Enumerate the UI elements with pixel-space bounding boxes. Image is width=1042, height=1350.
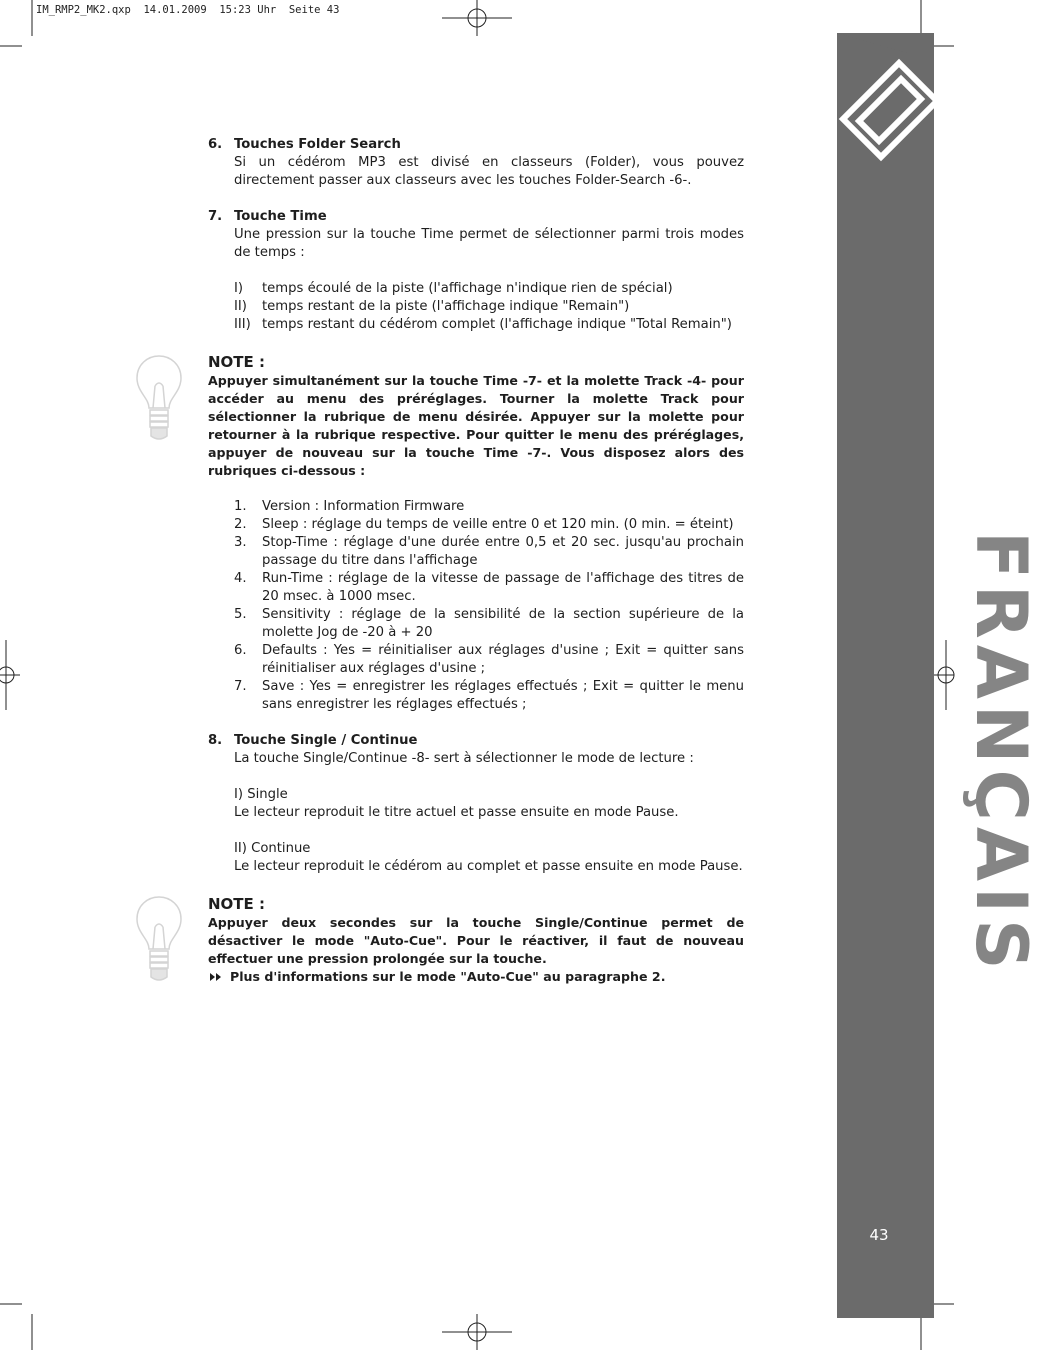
note-title: NOTE : [208, 353, 266, 371]
list-marker: 4. [234, 571, 247, 586]
section-heading [208, 136, 744, 154]
section-number: 8. [208, 733, 223, 748]
list-text: Defaults : Yes = réinitialiser aux réglages d'usine ; Exit = quitter sans réinitialiser aux réglages d'usine ; [262, 643, 744, 676]
page-content [208, 136, 744, 986]
list-marker: 7. [234, 679, 247, 694]
mode-text: Le lecteur reproduit le cédérom au complet et passe ensuite en mode Pause. [234, 859, 743, 874]
list-marker: 5. [234, 607, 247, 622]
list-item [234, 606, 744, 642]
list-text: Stop-Time : réglage d'une durée entre 0,5 et 20 sec. jusqu'au prochain passage du titre dans l'affichage [262, 535, 744, 568]
section-heading [208, 208, 744, 226]
section-title: Touches Folder Search [234, 137, 401, 152]
list-item [234, 642, 744, 678]
print-slug: IM_RMP2_MK2.qxp 14.01.2009 15:23 Uhr Seite 43 [36, 4, 340, 16]
list-text: Sensitivity : réglage de la sensibilité de la section supérieure de la molette Jog de -20 à + 20 [262, 607, 744, 640]
section-title: Touche Time [234, 209, 327, 224]
list-item [234, 678, 744, 714]
section-body: Une pression sur la touche Time permet de sélectionner parmi trois modes de temps : [234, 227, 744, 260]
mode-label: II) Continue [234, 841, 311, 856]
list-marker: I) [234, 281, 244, 296]
list-text: temps restant de la piste (l'affichage indique "Remain") [262, 299, 630, 314]
section-title: Touche Single / Continue [234, 733, 418, 748]
section-body: La touche Single/Continue -8- sert à sélectionner le mode de lecture : [234, 751, 694, 766]
list-text: Sleep : réglage du temps de veille entre 0 et 120 min. (0 min. = éteint) [262, 517, 734, 532]
list-marker: III) [234, 317, 251, 332]
list-item [234, 516, 744, 534]
preset-menu-list [208, 498, 744, 714]
note-body: Appuyer simultanément sur la touche Time -7- et la molette Track -4- pour accéder au menu des préréglages. Tourner la molette Track pour sélectionner la rubrique de menu désirée. Appuyer sur la molette pour retourner à la rubrique respective. Pour quitter le menu des préréglages, appuyer de nouveau sur la touche Time -7-. Vous disposez alors des rubriques ci-dessous : [208, 373, 744, 478]
section-body: Si un cédérom MP3 est divisé en classeurs (Folder), vous pouvez directement passer aux classeurs avec les touches Folder-Search -6-. [234, 155, 744, 188]
section-heading [208, 732, 744, 750]
list-item [234, 570, 744, 606]
mode-label: I) Single [234, 787, 288, 802]
mode-text: Le lecteur reproduit le titre actuel et passe ensuite en mode Pause. [234, 805, 679, 820]
section-number: 7. [208, 209, 223, 224]
list-marker: 2. [234, 517, 247, 532]
list-text: Run-Time : réglage de la vitesse de passage de l'affichage des titres de 20 msec. à 1000 msec. [262, 571, 744, 604]
list-marker: 1. [234, 499, 247, 514]
list-item [234, 280, 744, 298]
brand-logo-icon [837, 33, 934, 163]
list-marker: II) [234, 299, 247, 314]
list-text: temps restant du cédérom complet (l'affichage indique "Total Remain") [262, 317, 732, 332]
language-sidebar [837, 33, 934, 1318]
language-label: FRANÇAIS [960, 531, 1042, 976]
list-item [234, 316, 744, 334]
time-mode-list [208, 280, 744, 334]
list-text: Save : Yes = enregistrer les réglages effectués ; Exit = quitter le menu sans enregistrer les réglages effectués ; [262, 679, 744, 712]
page-number: 43 [869, 1226, 889, 1244]
double-arrow-icon [208, 968, 230, 986]
list-text: temps écoulé de la piste (l'affichage n'indique rien de spécial) [262, 281, 673, 296]
list-marker: 3. [234, 535, 247, 550]
list-marker: 6. [234, 643, 247, 658]
reference-line [208, 968, 744, 986]
note-body: Appuyer deux secondes sur la touche Single/Continue permet de désactiver le mode "Auto-Cue". Pour le réactiver, il faut de nouveau effectuer une pression prolongée sur la touche. [208, 915, 744, 966]
reference-text: Plus d'informations sur le mode "Auto-Cue" au paragraphe 2. [230, 969, 666, 984]
list-item [234, 498, 744, 516]
list-item [234, 534, 744, 570]
section-number: 6. [208, 137, 223, 152]
note-title: NOTE : [208, 895, 266, 913]
list-text: Version : Information Firmware [262, 499, 465, 514]
lightbulb-icon [133, 893, 185, 985]
lightbulb-icon [133, 352, 185, 444]
list-item [234, 298, 744, 316]
